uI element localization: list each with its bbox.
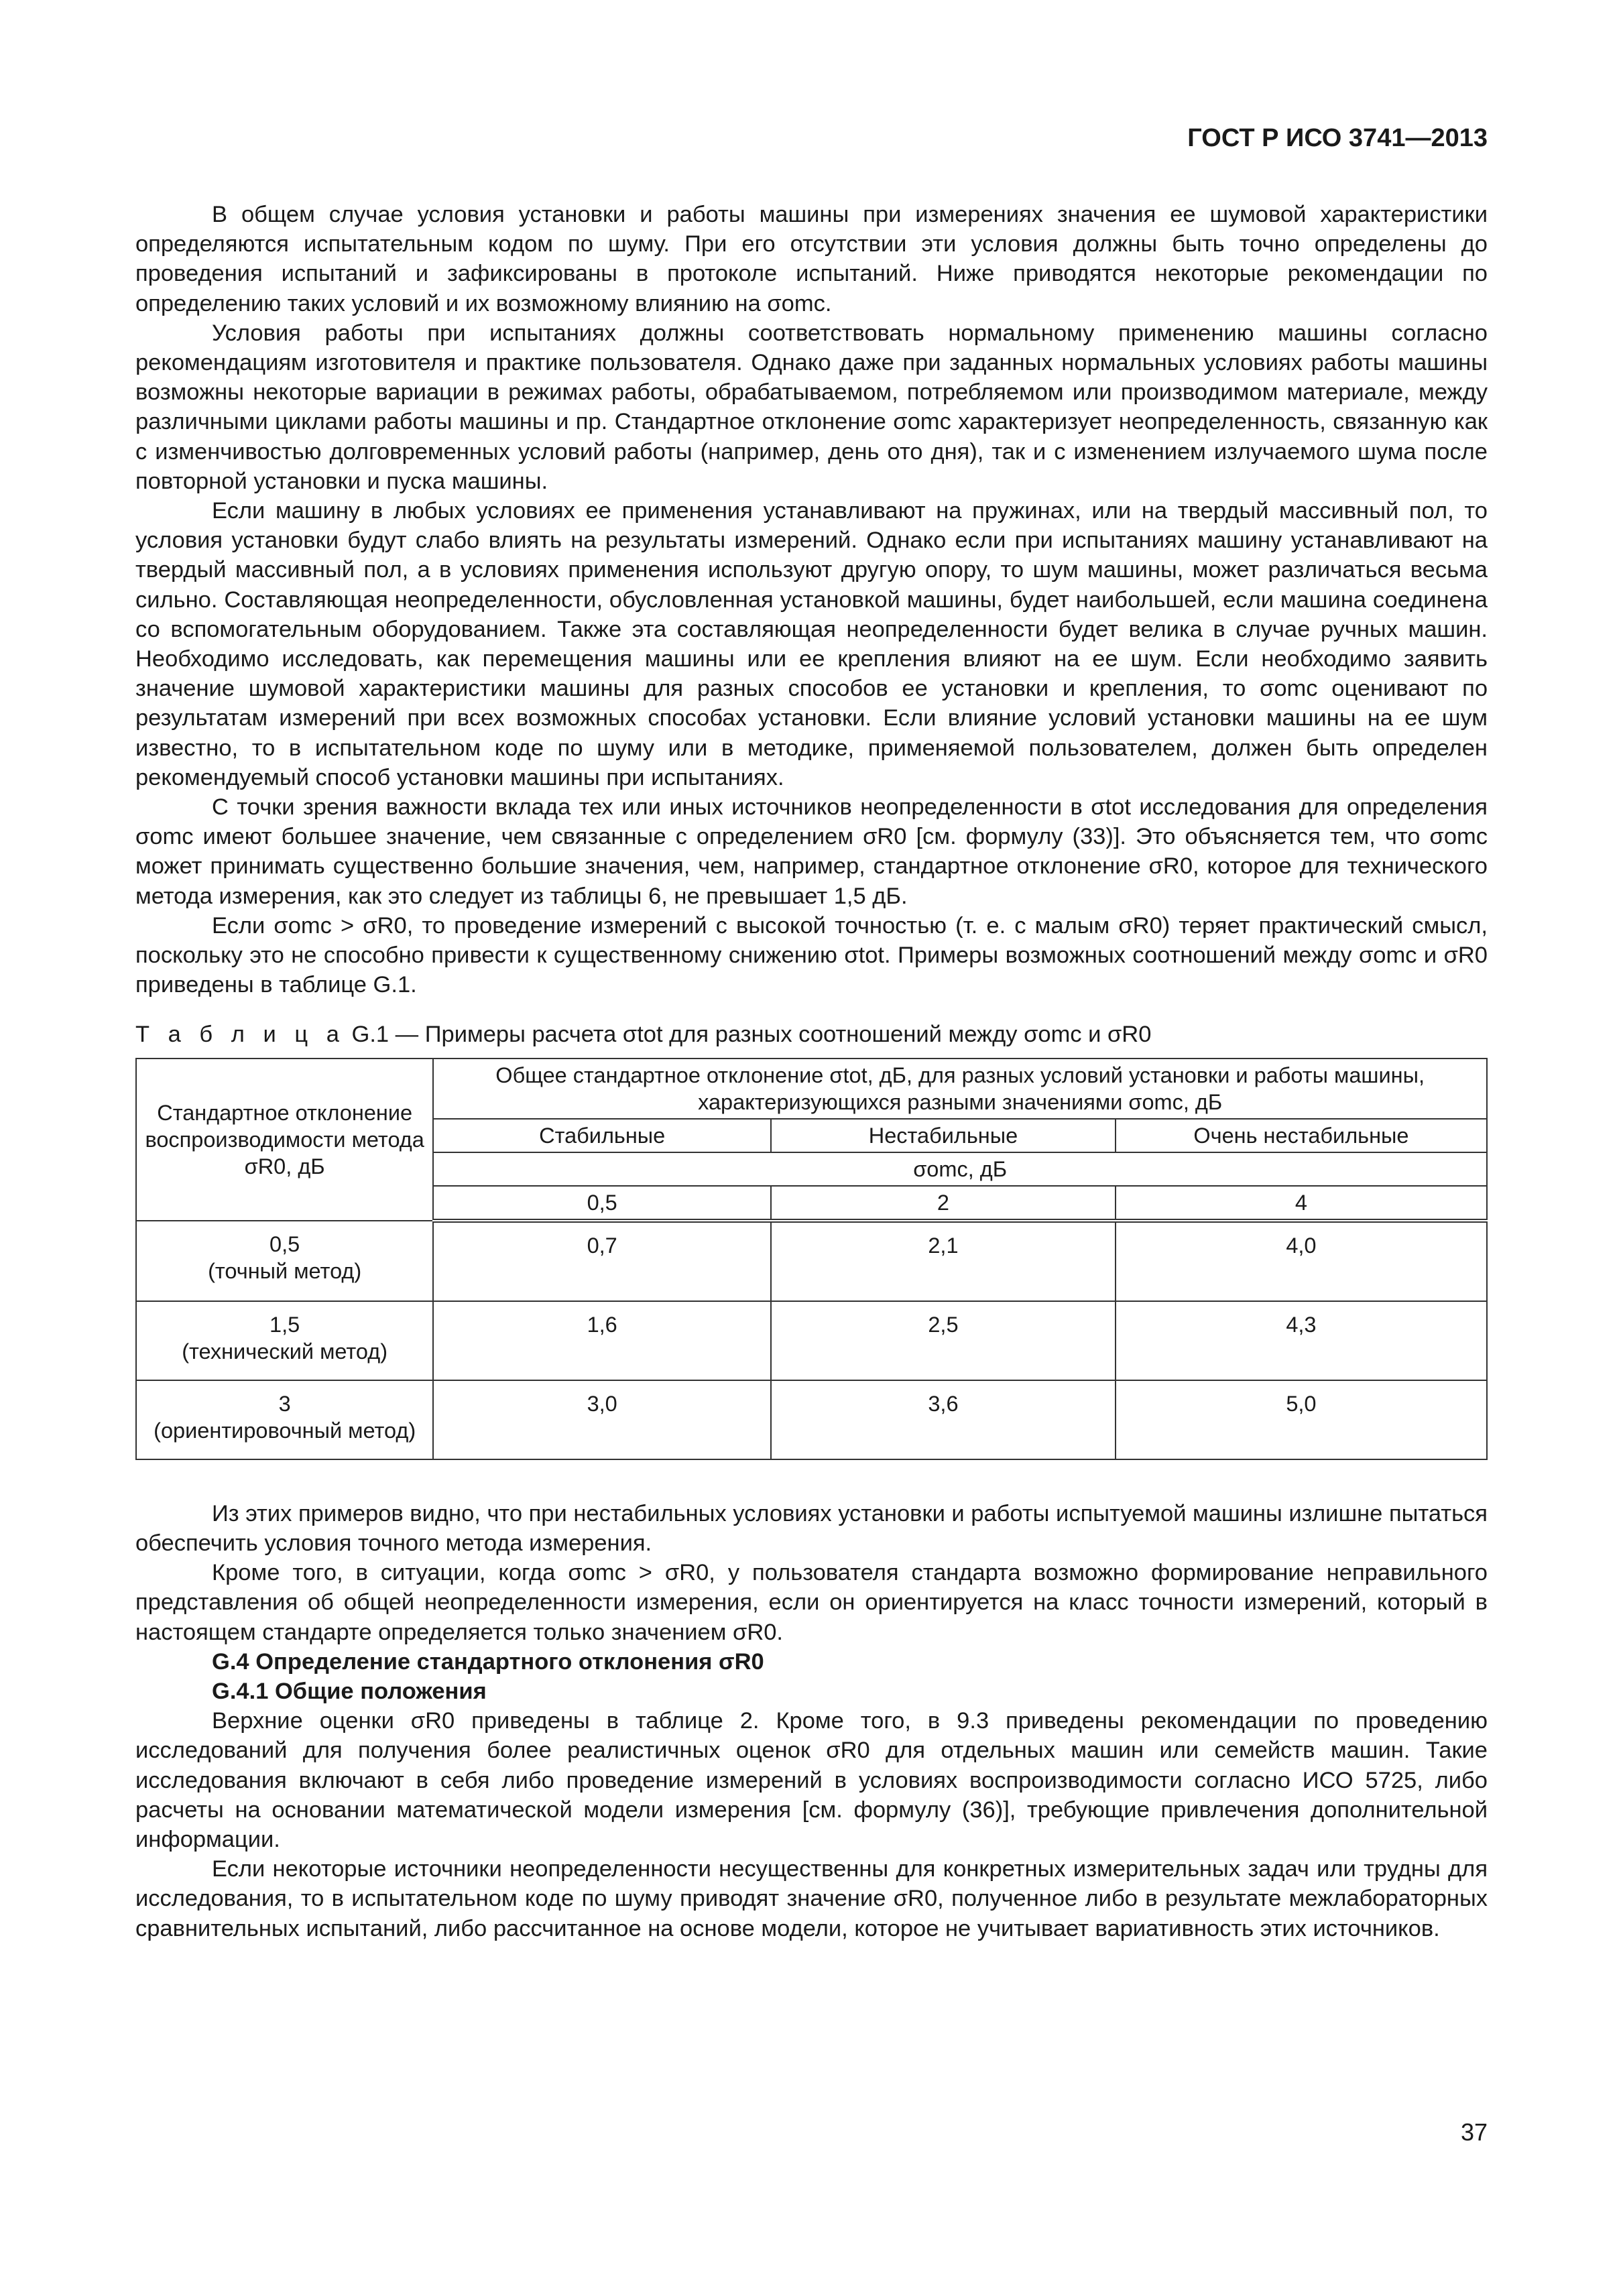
condition-header: Очень нестабильные <box>1116 1119 1487 1152</box>
row-header-cell: Стандартное отклонение воспроизводимости метода σR0, дБ <box>136 1059 433 1221</box>
table-row <box>136 1301 1487 1380</box>
sigma-omc-value: 4 <box>1116 1186 1487 1221</box>
paragraph: Если некоторые источники неопределенности несущественны для конкретных измерительных задач или трудны для исследования, то в испытательном коде по шуму приводят значение σR0, полученное либо в результате межлабораторных сравнительных испытаний, либо рассчитанное на основе модели, которое не учитывает вариативность этих источников. <box>135 1856 1488 1941</box>
condition-header: Нестабильные <box>771 1119 1116 1152</box>
results-table <box>135 1058 1488 1460</box>
sigma-omc-label: σomc, дБ <box>433 1152 1487 1186</box>
table-caption-text: G.1 — Примеры расчета σtot для разных соотношений между σomc и σR0 <box>351 1022 1152 1048</box>
paragraph: Если σomc > σR0, то проведение измерений с высокой точностью (т. е. с малым σR0) теряет практический смысл, поскольку это не способно привести к существенному снижению σtot. Примеры возможных соотношений между σomc и σR0 приведены в таблице G.1. <box>135 912 1488 998</box>
paragraph: Из этих примеров видно, что при нестабильных условиях установки и работы испытуемой машины излишне пытаться обеспечить условия точного метода измерения. <box>135 1500 1488 1556</box>
condition-header: Стабильные <box>433 1119 771 1152</box>
value-cell: 3,0 <box>433 1380 771 1459</box>
group-header-cell: Общее стандартное отклонение σtot, дБ, для разных условий установки и работы машины, характеризующихся разными значениями σomc, дБ <box>433 1059 1487 1119</box>
page-number: 37 <box>1460 2118 1488 2146</box>
value-cell: 2,5 <box>771 1301 1116 1380</box>
value-cell: 2,1 <box>771 1221 1116 1301</box>
sigma-omc-value: 2 <box>771 1186 1116 1221</box>
method-cell: 0,5 (точный метод) <box>136 1221 433 1301</box>
document-id: ГОСТ Р ИСО 3741—2013 <box>1187 124 1488 152</box>
paragraph: Условия работы при испытаниях должны соответствовать нормальному применению машины согласно рекомендациям изготовителя и практике пользователя. Однако даже при заданных нормальных условиях работы машины возможны некоторые вариации в режимах работы, обрабатываемом, потребляемом или производимом материале, между различными циклами работы машины и пр. Стандартное отклонение σomc характеризует неопределенность, связанную как с изменчивостью долговременных условий работы (например, день ото дня), так и с изменением излучаемого шума после повторной установки и пуска машины. <box>135 320 1488 494</box>
value-cell: 3,6 <box>771 1380 1116 1459</box>
paragraph: В общем случае условия установки и работы машины при измерениях значения ее шумовой характеристики определяются испытательным кодом по шуму. При его отсутствии эти условия должны быть точно определены до проведения испытаний и зафиксированы в протоколе испытаний. Ниже приводятся некоторые рекомендации по определению таких условий и их возможному влиянию на σomc. <box>135 202 1488 316</box>
method-cell: 3 (ориентировочный метод) <box>136 1380 433 1459</box>
document-body <box>135 200 1488 1943</box>
paragraph: Кроме того, в ситуации, когда σomc > σR0, у пользователя стандарта возможно формирование неправильного представления об общей неопределенности измерения, если он ориентируется на класс точности измерений, который в настоящем стандарте определяется только значением σR0. <box>135 1560 1488 1645</box>
table-caption <box>135 1020 1488 1049</box>
table-caption-prefix: Т а б л и ц а <box>135 1022 345 1048</box>
sigma-omc-value: 0,5 <box>433 1186 771 1221</box>
method-cell: 1,5 (технический метод) <box>136 1301 433 1380</box>
table-row <box>136 1221 1487 1301</box>
value-cell: 1,6 <box>433 1301 771 1380</box>
value-cell: 5,0 <box>1116 1380 1487 1459</box>
value-cell: 4,0 <box>1116 1221 1487 1301</box>
value-cell: 4,3 <box>1116 1301 1487 1380</box>
paragraph: С точки зрения важности вклада тех или иных источников неопределенности в σtot исследования для определения σomc имеют большее значение, чем связанные с определением σR0 [см. формулу (33)]. Это объясняется тем, что σomc может принимать существенно большие значения, чем, например, стандартное отклонение σR0, которое для технического метода измерения, как это следует из таблицы 6, не превышает 1,5 дБ. <box>135 794 1488 909</box>
paragraph: Если машину в любых условиях ее применения устанавливают на пружинах, или на твердый массивный пол, то условия установки будут слабо влиять на результаты измерений. Однако если при испытаниях машину устанавливают на твердый массивный пол, а в условиях применения используют другую опору, то шум машины, может различаться весьма сильно. Составляющая неопределенности, обусловленная установкой машины, будет наибольшей, если машина соединена со вспомогательным оборудованием. Также эта составляющая неопределенности будет велика в случае ручных машин. Необходимо исследовать, как перемещения машины или ее крепления влияют на ее шум. Если необходимо заявить значение шумовой характеристики машины для разных способов ее установки и крепления, то σomc оценивают по результатам измерений при всех возможных способах установки. Если влияние условий установки машины на ее шум известно, то в испытательном коде по шуму или в методике, применяемой пользователем, должен быть определен рекомендуемый способ установки машины при испытаниях. <box>135 498 1488 790</box>
value-cell: 0,7 <box>433 1221 771 1301</box>
paragraph: Верхние оценки σR0 приведены в таблице 2. Кроме того, в 9.3 приведены рекомендации по проведению исследований для получения более реалистичных оценок σR0 для отдельных машин или семейств машин. Такие исследования включают в себя либо проведение измерений в условиях воспроизводимости согласно ИСО 5725, либо расчеты на основании математической модели измерения [см. формулу (36)], требующие привлечения дополнительной информации. <box>135 1708 1488 1852</box>
table-row <box>136 1380 1487 1459</box>
subsection-heading: G.4.1 Общие положения <box>212 1678 487 1704</box>
section-heading: G.4 Определение стандартного отклонения σR0 <box>212 1648 764 1675</box>
